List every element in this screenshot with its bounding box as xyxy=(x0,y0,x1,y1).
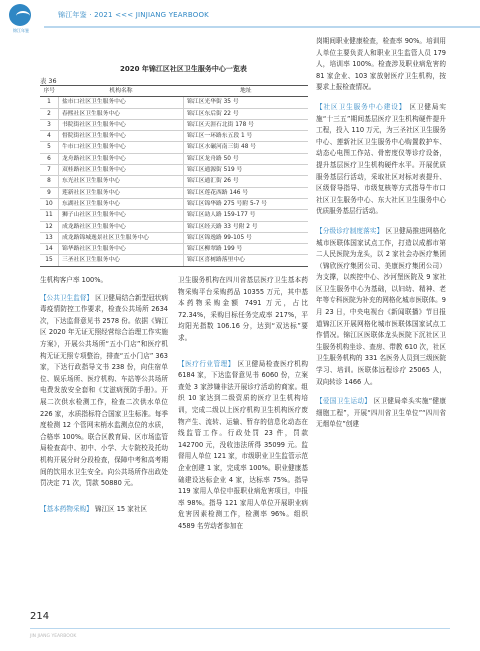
row-index: 6 xyxy=(40,153,59,164)
paragraph-text: 区卫健局牵头实施“健康细胞工程”，开展“四川省卫生单位”“四川省无烟单位”创建 xyxy=(316,397,446,429)
middle-column xyxy=(178,275,308,532)
institution-name: 书院街社区卫生服务中心 xyxy=(59,119,184,130)
institution-name: 成龙路社区卫生服务中心 xyxy=(59,221,184,232)
table-row xyxy=(40,165,308,176)
row-index: 12 xyxy=(40,221,59,232)
institution-address: 锦江区通汇街 26 号 xyxy=(184,176,309,187)
institution-address: 锦江区莲花西路 146 号 xyxy=(184,187,309,198)
paragraph xyxy=(40,293,168,490)
paragraph xyxy=(178,359,308,533)
section-heading: 【基本药物采购】 xyxy=(40,504,93,513)
institution-address: 锦江区天涯石北街 178 号 xyxy=(184,119,309,130)
table-row xyxy=(40,119,308,130)
paragraph-text: 区卫健局结合新型冠状病毒疫情防控工作要求，检查公共场所 2634 次，下达监督意见书 2578 份。依据《锦江区 2020 年无证无照经营综合治理工作实施方案》，开展公共场所“五小门店”和医疗机构无证无照专项整治，排查“五小门店” 363 家，下达行政指导文书 238 份，向住宿单位、娱乐场所、医疗机构、车站等公共场所电费发放安全套和《艾滋病预防手册》。开展二次供水检测工作，检查二次供水单位 226 家，水质指标符合国家卫生标准。每季度检测 12 个管网末梢水监测点位的水质，合格率 100%。联合区教育局、区市场监管局检查高中、初中、小学、大专院校及托幼机构开展分时分段检查，保障中考和高考期间的饮用水卫生安全。向公共场所作出政处罚决定 71 次，罚款 50880 元。 xyxy=(40,293,169,488)
table-row xyxy=(40,153,308,164)
institution-name: 锦华路社区卫生服务中心 xyxy=(59,244,184,255)
institution-name: 春熙社区卫生服务中心 xyxy=(59,108,184,119)
header-address: 地址 xyxy=(184,86,309,97)
table-row xyxy=(40,97,308,108)
institution-address: 锦江区光华街 35 号 xyxy=(184,97,309,108)
institution-name: 莲新社区卫生服务中心 xyxy=(59,187,184,198)
paragraph-text: 区卫健局推进网格化城市医联体国家试点工作，打造以成都市第二人民医院为龙头，以 2 家社会办医疗集团（锦欣医疗集团公司、美康医疗集团公司）为支撑，以疾控中心、沙河堡医院及 9 家社区卫生服务中心为基础，以妇幼、精神、老年等专科医院为补充的网格化城市医联体。9 月 23 日，中央电视台《新闻联播》节目报道锦江区开展网格化城市医联体国家试点工作情况。锦江区医联体龙头医院下沉社区卫生服务机构坐诊、查房、带教 610 次，社区卫生服务机构的 331 名医务人员到三级医院学习、培训。医联体远程诊疗 25065 人，双向转诊 1466 人。 xyxy=(316,226,446,386)
logo-emblem-icon xyxy=(9,4,31,26)
table-header-row xyxy=(40,86,308,97)
footer-divider xyxy=(30,628,450,629)
paragraph xyxy=(40,504,168,516)
page-number: 214 xyxy=(30,611,50,622)
table-row xyxy=(40,187,308,198)
left-column xyxy=(40,275,168,515)
institution-address: 锦江区龙舟路 50 号 xyxy=(184,153,309,164)
section-heading: 【医疗行业管理】 xyxy=(178,359,235,368)
row-index: 3 xyxy=(40,119,59,130)
section-heading: 【爱国卫生运动】 xyxy=(316,397,372,406)
institution-address: 锦江区一环路东五段 1 号 xyxy=(184,131,309,142)
header-name: 机构名称 xyxy=(59,86,184,97)
right-column xyxy=(316,36,446,431)
section-heading: 【公共卫生监督】 xyxy=(40,293,94,302)
paragraph xyxy=(316,226,446,388)
header-index: 序号 xyxy=(40,86,59,97)
table-row xyxy=(40,232,308,243)
table-row xyxy=(40,108,308,119)
institution-name: 成龙路锦城逸景社区卫生服务中心 xyxy=(59,232,184,243)
institution-address: 锦江区喜树路落里中心 xyxy=(184,255,309,266)
institution-address: 锦江区经天路 33 号附 2 号 xyxy=(184,221,309,232)
row-index: 10 xyxy=(40,198,59,209)
row-index: 8 xyxy=(40,176,59,187)
table-row xyxy=(40,244,308,255)
table-row xyxy=(40,176,308,187)
row-index: 1 xyxy=(40,97,59,108)
section-heading: 【社区卫生服务中心建设】 xyxy=(316,102,407,111)
table-row xyxy=(40,221,308,232)
row-index: 11 xyxy=(40,210,59,221)
table-row xyxy=(40,142,308,153)
row-index: 7 xyxy=(40,165,59,176)
header-divider xyxy=(44,26,480,28)
yearbook-logo xyxy=(6,4,36,42)
institution-name: 双桂路社区卫生服务中心 xyxy=(59,165,184,176)
institution-address: 锦江区锦逸路 99-105 号 xyxy=(184,232,309,243)
table-row xyxy=(40,198,308,209)
paragraph-text: 锦江区 15 家社区 xyxy=(94,504,148,513)
row-index: 15 xyxy=(40,255,59,266)
paragraph-text: 区卫健局实施“十三五”期间基层医疗卫生机构硬件提升工程，投入 110 万元，为三圣社区卫生服务中心、莲新社区卫生服务中心购置救护车、动态心电图工作站、骨密度仪等诊疗设备，提升基层医疗卫生机构硬件水平。开展优质服务基层行活动，采取社区对标对表提升、区级督导指导、市级复核等方式指导牛市口社区卫生服务中心、东大社区卫生服务中心优质服务基层行活动。 xyxy=(316,102,446,216)
row-index: 9 xyxy=(40,187,59,198)
institution-name: 三圣社区卫生服务中心 xyxy=(59,255,184,266)
section-heading: 【分级诊疗制度落实】 xyxy=(316,226,384,235)
table-row xyxy=(40,255,308,266)
table-number: 表 36 xyxy=(40,77,57,85)
paragraph: 卫生服务机构在四川省基层医疗卫生基本药物采购平台采购药品 10355 万元，其中基本药物采购金额 7491 万元，占比 72.34%，采购目标任务完成率 217%，平均阳光指数 106.16 分，达到“双达标”要求。 xyxy=(178,276,308,342)
institution-name: 盐市口社区卫生服务中心 xyxy=(59,97,184,108)
row-index: 5 xyxy=(40,142,59,153)
table-caption: 2020 年锦江区社区卫生服务中心一览表 xyxy=(120,65,247,73)
institution-address: 锦江区通源街 519 号 xyxy=(184,165,309,176)
paragraph xyxy=(316,102,446,218)
institution-name: 龙舟路社区卫生服务中心 xyxy=(59,153,184,164)
institution-address: 锦江区劼人路 159-177 号 xyxy=(184,210,309,221)
row-index: 2 xyxy=(40,108,59,119)
paragraph: 岗期间职业健康检查，检查率 90%。培训用人单位主要负责人和职业卫生监管人员 179 人，培训率 100%。检查涉及职业病危害的 81 家企业、103 家放射医疗卫生机构，按要求上报检查情况。 xyxy=(316,37,446,92)
institution-name: 督院街社区卫生服务中心 xyxy=(59,131,184,142)
institution-address: 锦江区水碾河南三街 48 号 xyxy=(184,142,309,153)
institution-address: 锦江区锦华路 275 号附 5-7 号 xyxy=(184,198,309,209)
row-index: 4 xyxy=(40,131,59,142)
table-row xyxy=(40,210,308,221)
institution-name: 东湖社区卫生服务中心 xyxy=(59,198,184,209)
institution-name: 狮子山社区卫生服务中心 xyxy=(59,210,184,221)
institution-name: 东光社区卫生服务中心 xyxy=(59,176,184,187)
running-header-title: 锦江年鉴 · 2021 <<< JINJIANG YEARBOOK xyxy=(58,11,209,19)
institution-address: 锦江区柳翠路 199 号 xyxy=(184,244,309,255)
institution-name: 牛市口社区卫生服务中心 xyxy=(59,142,184,153)
row-index: 14 xyxy=(40,244,59,255)
institution-address: 锦江区东后街 22 号 xyxy=(184,108,309,119)
footer-text: JIN JIANG YEARBOOK xyxy=(30,634,77,639)
row-index: 13 xyxy=(40,232,59,243)
paragraph-text: 区卫健局检查医疗机构 6184 家，下达监督意见书 6060 份，立案查处 3 家涉嫌非法开展诊疗活动的商家。组织 10 家达到二级资质的医疗卫生机构培训，完成二级以上医疗机构卫生机构医疗废物产生、流转、运输、暂存的信息化动态在线监管工作。行政处罚 23 件，罚款 142700 元，没收违法所得 35099 元。监督用人单位 121 家，市级职业卫生监管示范企业创建 1 家，完成率 100%。职业健康基础建设达标企业 4 家，达标率 75%。指导 119 家用人单位申报职业病危害项目，申报率 98%。指导 121 家用人单位开展职业病危害因素检测工作，检测率 96%。组织 4589 名劳动者参加在 xyxy=(178,359,308,530)
paragraph xyxy=(316,396,446,431)
table-row xyxy=(40,131,308,142)
service-centers-table xyxy=(40,85,308,267)
paragraph: 生机构客户率 100%。 xyxy=(40,276,108,284)
logo-text: 锦江年鉴 xyxy=(13,28,29,33)
